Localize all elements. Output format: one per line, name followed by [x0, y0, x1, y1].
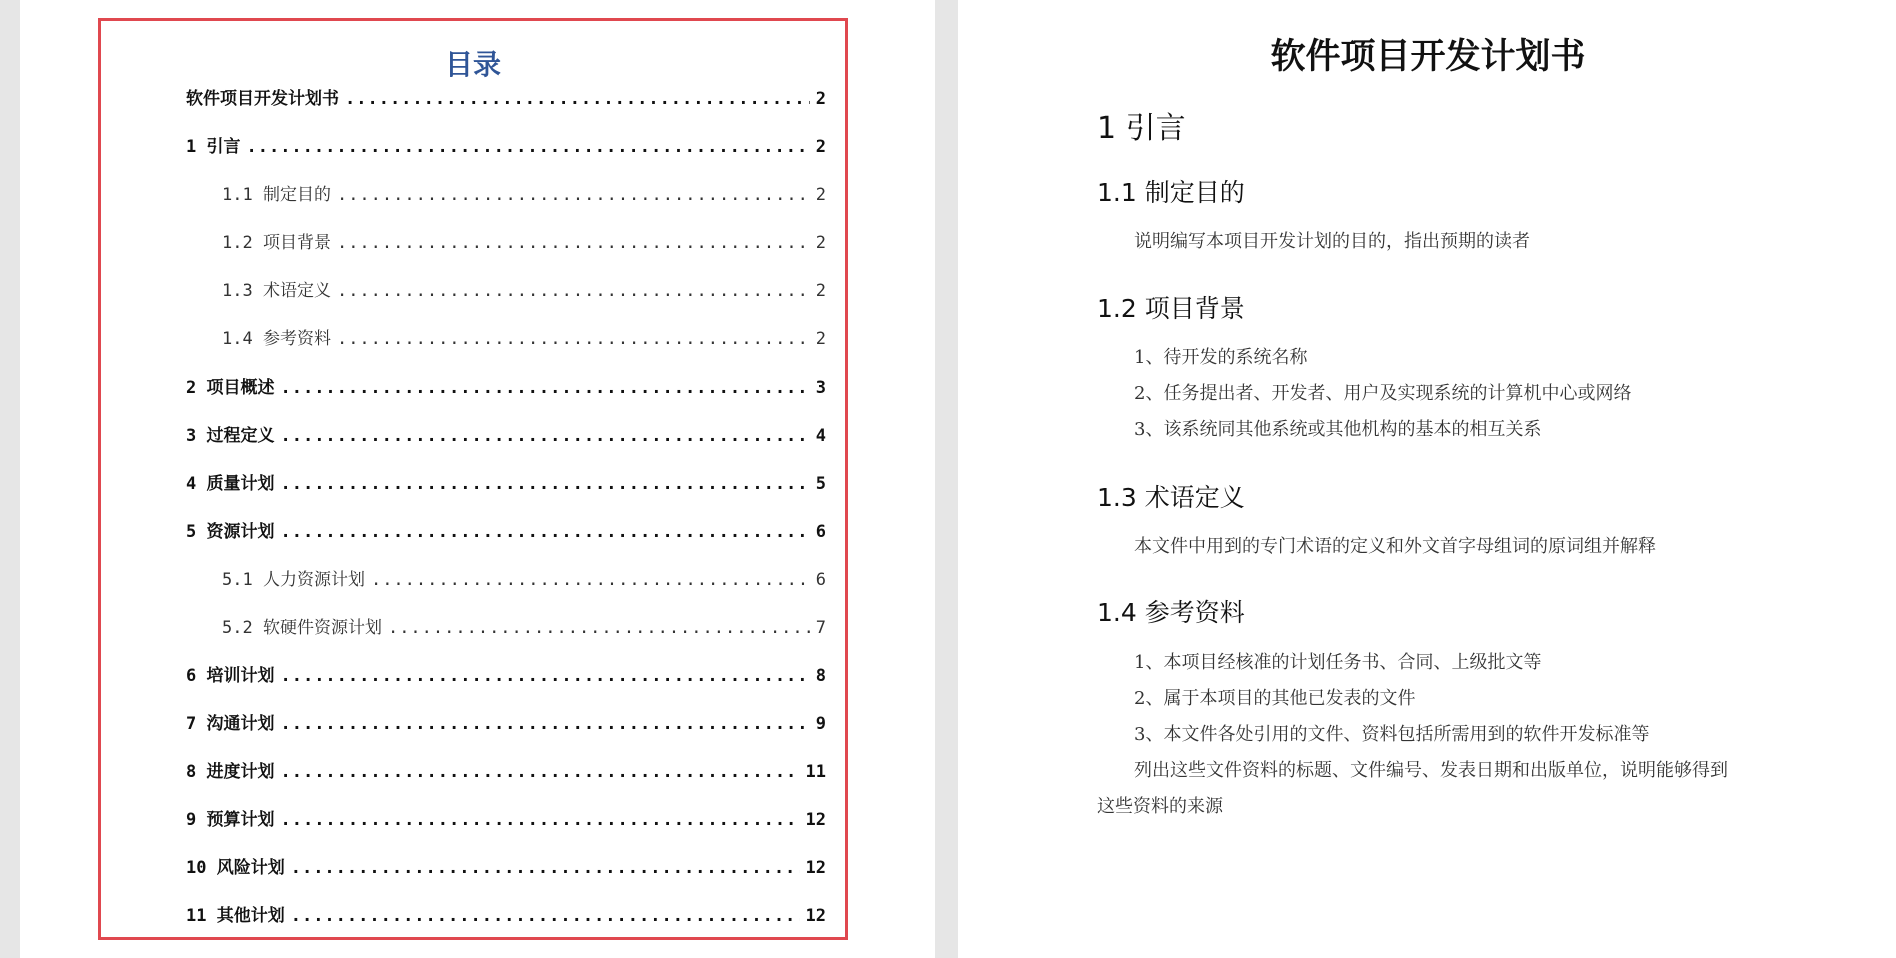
toc-entry-text: 11 其他计划 — [186, 906, 285, 926]
paragraph: 1、待开发的系统名称 — [1134, 347, 1308, 368]
toc-entry-11[interactable] — [186, 903, 826, 929]
toc-entry-text: 5.1 人力资源计划 — [222, 570, 365, 590]
paragraph: 本文件中用到的专门术语的定义和外文首字母组词的原词组并解释 — [1134, 536, 1656, 557]
toc-leader — [337, 278, 810, 304]
toc-entry-1-3[interactable] — [222, 278, 826, 304]
toc-entry-4[interactable] — [186, 471, 826, 497]
toc-entry-text: 软件项目开发计划书 — [186, 89, 339, 109]
toc-entry-text: 6 培训计划 — [186, 666, 275, 686]
paragraph: 2、任务提出者、开发者、用户及实现系统的计算机中心或网络 — [1134, 383, 1632, 404]
toc-leader — [280, 663, 809, 689]
toc-leader — [280, 423, 809, 449]
heading-1-1: 1.1 制定目的 — [1097, 178, 1245, 207]
toc-entry-1[interactable] — [186, 134, 826, 160]
toc-leader — [337, 230, 810, 256]
toc-entry-text: 1 引言 — [186, 137, 241, 157]
toc-entry-page: 12 — [805, 858, 826, 878]
paragraph: 3、本文件各处引用的文件、资料包括所需用到的软件开发标准等 — [1134, 724, 1650, 745]
toc-entry-page: 7 — [815, 618, 826, 638]
toc-entry-text: 5.2 软硬件资源计划 — [222, 618, 382, 638]
toc-leader — [388, 615, 810, 641]
toc-entry-text: 1.1 制定目的 — [222, 185, 331, 205]
document-title: 软件项目开发计划书 — [1270, 37, 1586, 77]
toc-entry-page: 12 — [805, 906, 826, 926]
toc-entry-title[interactable] — [186, 86, 826, 112]
toc-entry-page: 3 — [815, 378, 826, 398]
toc-entry-page: 2 — [815, 233, 826, 253]
toc-entry-5-2[interactable] — [222, 615, 826, 641]
toc-leader — [246, 134, 809, 160]
toc-entry-text: 9 预算计划 — [186, 810, 275, 830]
toc-entry-page: 2 — [815, 281, 826, 301]
toc-leader — [280, 471, 809, 497]
toc-entry-3[interactable] — [186, 423, 826, 449]
toc-leader — [337, 326, 810, 352]
heading-1-2: 1.2 项目背景 — [1097, 294, 1245, 323]
toc-entry-10[interactable] — [186, 855, 826, 881]
toc-entry-page: 2 — [815, 137, 826, 157]
toc-leader — [280, 759, 799, 785]
toc-entry-6[interactable] — [186, 663, 826, 689]
toc-entry-page: 4 — [815, 426, 826, 446]
toc-entry-page: 2 — [815, 185, 826, 205]
toc-leader — [345, 86, 810, 112]
toc-entry-text: 3 过程定义 — [186, 426, 275, 446]
toc-entry-page: 2 — [815, 89, 826, 109]
toc-entry-text: 4 质量计划 — [186, 474, 275, 494]
toc-entry-2[interactable] — [186, 375, 826, 401]
toc-entry-7[interactable] — [186, 711, 826, 737]
toc-leader — [280, 807, 799, 833]
toc-entry-text: 1.3 术语定义 — [222, 281, 331, 301]
paragraph: 说明编写本项目开发计划的目的，指出预期的读者 — [1134, 231, 1530, 252]
toc-entry-page: 11 — [805, 762, 826, 782]
toc-entry-text: 1.2 项目背景 — [222, 233, 331, 253]
toc-leader — [337, 182, 810, 208]
toc-entry-5[interactable] — [186, 519, 826, 545]
heading-1-4: 1.4 参考资料 — [1097, 598, 1245, 627]
toc-entry-page: 9 — [815, 714, 826, 734]
toc-leader — [291, 903, 800, 929]
toc-leader — [280, 711, 809, 737]
heading-1: 1 引言 — [1097, 111, 1186, 146]
toc-leader — [371, 567, 810, 593]
toc-title: 目录 — [444, 48, 501, 81]
toc-entry-1-4[interactable] — [222, 326, 826, 352]
toc-leader — [280, 519, 809, 545]
toc-entry-1-1[interactable] — [222, 182, 826, 208]
toc-entry-text: 8 进度计划 — [186, 762, 275, 782]
toc-leader — [280, 375, 809, 401]
toc-entry-text: 2 项目概述 — [186, 378, 275, 398]
heading-1-3: 1.3 术语定义 — [1097, 483, 1245, 512]
paragraph: 1、本项目经核准的计划任务书、合同、上级批文等 — [1134, 652, 1542, 673]
toc-entry-9[interactable] — [186, 807, 826, 833]
toc-entry-text: 7 沟通计划 — [186, 714, 275, 734]
toc-entry-page: 2 — [815, 329, 826, 349]
paragraph: 这些资料的来源 — [1097, 796, 1223, 817]
toc-entry-1-2[interactable] — [222, 230, 826, 256]
toc-entry-text: 10 风险计划 — [186, 858, 285, 878]
paragraph: 2、属于本项目的其他已发表的文件 — [1134, 688, 1416, 709]
paragraph: 列出这些文件资料的标题、文件编号、发表日期和出版单位，说明能够得到 — [1134, 760, 1728, 781]
toc-entry-5-1[interactable] — [222, 567, 826, 593]
toc-entry-text: 1.4 参考资料 — [222, 329, 331, 349]
paragraph: 3、该系统同其他系统或其他机构的基本的相互关系 — [1134, 419, 1542, 440]
toc-entry-8[interactable] — [186, 759, 826, 785]
toc-entry-page: 6 — [815, 522, 826, 542]
toc-entry-page: 8 — [815, 666, 826, 686]
toc-entry-page: 6 — [815, 570, 826, 590]
toc-leader — [291, 855, 800, 881]
toc-entry-page: 5 — [815, 474, 826, 494]
toc-entry-page: 12 — [805, 810, 826, 830]
toc-entry-text: 5 资源计划 — [186, 522, 275, 542]
